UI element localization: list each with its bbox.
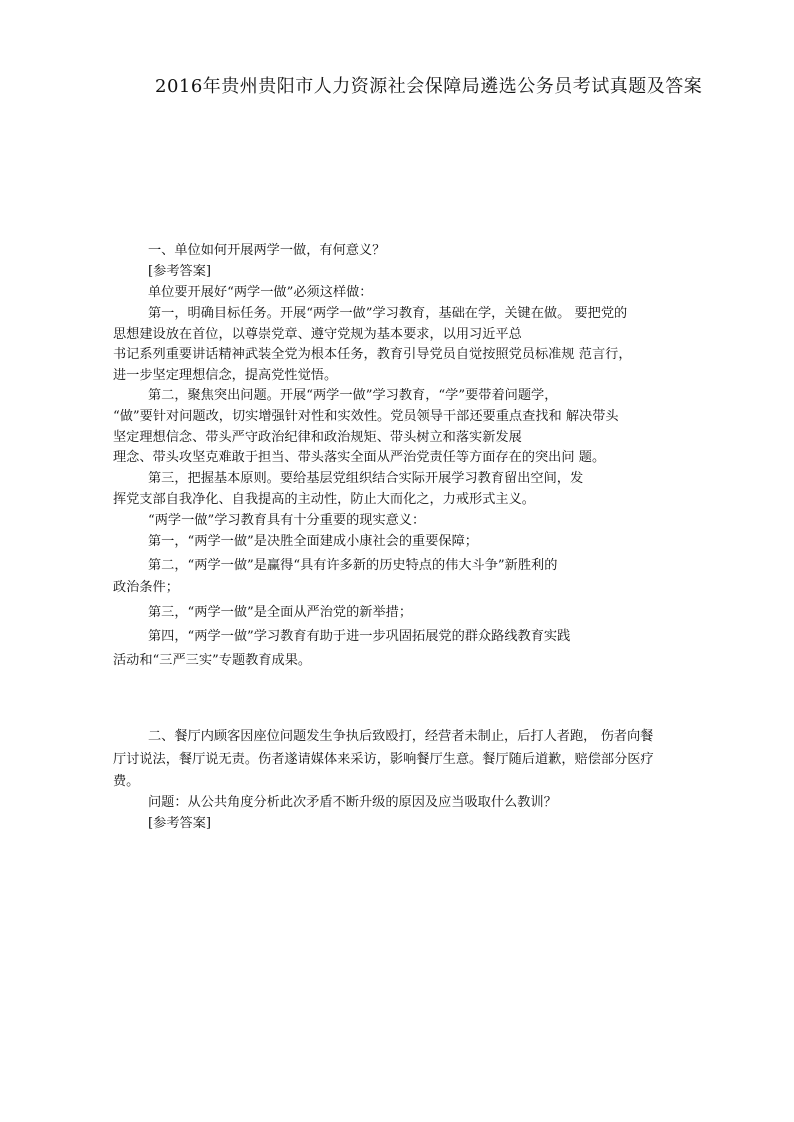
paragraph-line: 政治条件； bbox=[113, 580, 179, 595]
paragraph-line: 理念、带头攻坚克难敢于担当、带头落实全面从严治党责任等方面存在的突出问 题。 bbox=[113, 450, 606, 465]
answer-label: [参考答案] bbox=[148, 816, 212, 831]
paragraph-line: “做”要针对问题改，切实增强针对性和实效性。党员领导干部还要重点查找和 解决带头 bbox=[113, 409, 619, 424]
paragraph-line: 进一步坚定理想信念，提高党性觉悟。 bbox=[113, 368, 338, 383]
paragraph-line: 第三，把握基本原则。要给基层党组织结合实际开展学习教育留出空间，发 bbox=[148, 471, 584, 486]
paragraph-line: 单位要开展好“两学一做”必须这样做： bbox=[148, 285, 373, 300]
paragraph-line: 第二，“两学一做”是赢得“具有许多新的历史特点的伟大斗争”新胜利的 bbox=[148, 558, 558, 573]
paragraph-line: 书记系列重要讲话精神武装全党为根本任务，教育引导党员自觉按照党员标准规 范言行， bbox=[113, 347, 632, 362]
paragraph-line: 第一，明确目标任务。开展“两学一做”学习教育，基础在学，关键在做。 要把党的 bbox=[148, 306, 628, 321]
paragraph-line: 第二，聚焦突出问题。开展“两学一做”学习教育，“学”要带着问题学， bbox=[148, 388, 558, 403]
question-1-heading: 一、单位如何开展两学一做，有何意义？ bbox=[148, 243, 386, 258]
paragraph-line: 第三，“两学一做”是全面从严治党的新举措； bbox=[148, 605, 413, 620]
paragraph-line: 坚定理想信念、带头严守政治纪律和政治规矩、带头树立和落实新发展 bbox=[113, 430, 522, 445]
paragraph-line: 厅讨说法，餐厅说无责。伤者遂请媒体来采访，影响餐厅生意。餐厅随后道歉，赔偿部分医疗 bbox=[113, 752, 654, 767]
paragraph-line: 活动和“三严三实”专题教育成果。 bbox=[113, 653, 312, 668]
paragraph-line: 挥党支部自我净化、自我提高的主动性，防止大而化之，力戒形式主义。 bbox=[113, 492, 535, 507]
document-title: 2016年贵州贵阳市人力资源社会保障局遴选公务员考试真题及答案 bbox=[155, 76, 703, 97]
question-2-heading: 二、餐厅内顾客因座位问题发生争执后致殴打，经营者未制止，后打人者跑， 伤者向餐 bbox=[148, 729, 654, 744]
answer-label: [参考答案] bbox=[148, 264, 212, 279]
paragraph-line: 第一，“两学一做”是决胜全面建成小康社会的重要保障； bbox=[148, 534, 478, 549]
paragraph-line: 思想建设放在首位，以尊崇党章、遵守党规为基本要求，以用习近平总 bbox=[113, 327, 522, 342]
paragraph-line: 费。 bbox=[113, 774, 140, 789]
paragraph-line: 第四，“两学一做”学习教育有助于进一步巩固拓展党的群众路线教育实践 bbox=[148, 629, 571, 644]
question-text: 问题：从公共角度分析此次矛盾不断升级的原因及应当吸取什么教训？ bbox=[148, 795, 557, 810]
paragraph-line: “两学一做”学习教育具有十分重要的现实意义： bbox=[148, 513, 426, 528]
